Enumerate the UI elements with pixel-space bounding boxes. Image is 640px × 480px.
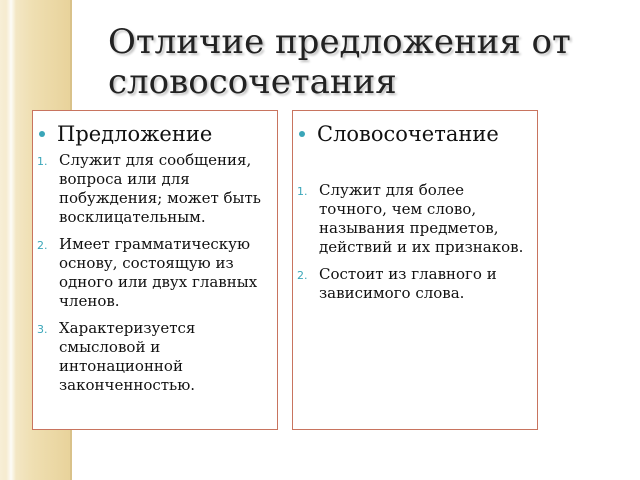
sidebar-highlight bbox=[6, 0, 16, 480]
phrase-heading: Словосочетание bbox=[317, 122, 499, 146]
sentence-box bbox=[32, 110, 278, 430]
list-item bbox=[37, 319, 271, 395]
bullet-dot-icon bbox=[299, 131, 305, 137]
item-text: Характеризуется смысловой и интонационной законченностью. bbox=[59, 319, 196, 394]
sentence-heading-row bbox=[39, 121, 271, 147]
list-item bbox=[297, 181, 531, 257]
item-text: Имеет грамматическую основу, состоящую из одного или двух главных членов. bbox=[59, 235, 258, 310]
item-text: Служит для более точного, чем слово, называния предметов, действий и их признаков. bbox=[319, 181, 524, 256]
phrase-box bbox=[292, 110, 538, 430]
item-text: Служит для сообщения, вопроса или для побуждения; может быть восклицательным. bbox=[59, 151, 261, 226]
phrase-list bbox=[297, 181, 531, 311]
bullet-dot-icon bbox=[39, 131, 45, 137]
list-item bbox=[297, 265, 531, 303]
item-number: 1. bbox=[297, 185, 308, 198]
item-number: 1. bbox=[37, 155, 48, 168]
phrase-heading-row bbox=[299, 121, 531, 147]
list-item bbox=[37, 151, 271, 227]
item-number: 2. bbox=[37, 239, 48, 252]
sentence-heading: Предложение bbox=[57, 122, 213, 146]
sentence-list bbox=[37, 151, 271, 403]
item-number: 3. bbox=[37, 323, 48, 336]
slide-title: Отличие предложения от словосочетания bbox=[108, 22, 571, 102]
item-text: Состоит из главного и зависимого слова. bbox=[319, 265, 497, 302]
list-item bbox=[37, 235, 271, 311]
item-number: 2. bbox=[297, 269, 308, 282]
